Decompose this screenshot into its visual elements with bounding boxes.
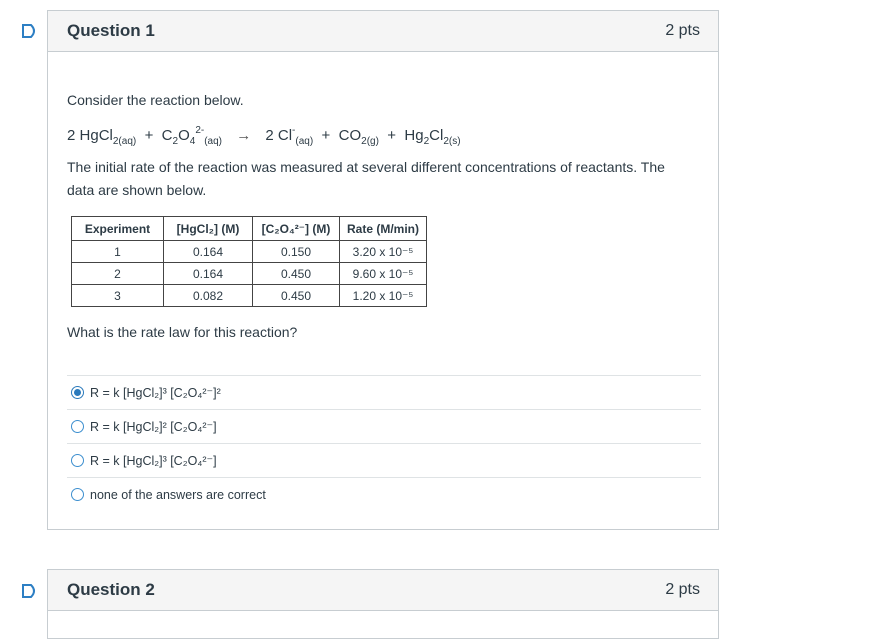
table-header: Rate (M/min) [340,217,427,241]
table-row [72,285,427,307]
answer-label: R = k [HgCl₂]³ [C₂O₄²⁻] [90,454,217,468]
question-title: Question 2 [67,580,155,599]
question-points: 2 pts [665,581,700,598]
rate-data-table [71,216,427,307]
answer-list [67,375,701,511]
table-cell: 9.60 x 10⁻⁵ [340,263,427,285]
table-cell: 0.450 [253,263,340,285]
table-cell: 0.164 [164,263,253,285]
table-header-row [72,217,427,241]
answer-option[interactable] [67,443,701,477]
answer-option[interactable] [67,375,701,409]
table-row [72,263,427,285]
question-title: Question 1 [67,21,155,40]
table-cell: 0.082 [164,285,253,307]
flag-icon[interactable] [21,583,39,599]
radio-selected-icon[interactable] [71,386,84,399]
question-header [48,570,718,611]
question-points: 2 pts [665,22,700,39]
radio-icon[interactable] [71,420,84,433]
question-prompt: What is the rate law for this reaction? [67,324,298,340]
question-header [48,11,718,52]
table-cell: 1.20 x 10⁻⁵ [340,285,427,307]
answer-option[interactable] [67,477,701,511]
radio-icon[interactable] [71,454,84,467]
table-header: Experiment [72,217,164,241]
flag-icon[interactable] [21,23,39,39]
answer-label: R = k [HgCl₂]² [C₂O₄²⁻] [90,420,217,434]
table-cell: 2 [72,263,164,285]
reaction-equation: 2 HgCl$_{2(aq)}$ + $C_2O_4^{2-}_{(aq)} \to 2$ $Cl^-_{(aq)} + CO_{2(g)} + Hg_2Cl_{2(s)}$ [67,125,461,147]
question-intro: Consider the reaction below. [67,92,244,108]
table-header: [HgCl₂] (M) [164,217,253,241]
table-row [72,241,427,263]
question-card-1 [47,10,719,530]
answer-label: R = k [HgCl₂]³ [C₂O₄²⁻]² [90,386,221,400]
table-cell: 0.164 [164,241,253,263]
table-cell: 3 [72,285,164,307]
table-cell: 1 [72,241,164,263]
answer-option[interactable] [67,409,701,443]
table-header: [C₂O₄²⁻] (M) [253,217,340,241]
question-card-2 [47,569,719,639]
question-description: The initial rate of the reaction was measured at several different concentrations of reactants. The data are shown below. [67,159,665,198]
table-cell: 3.20 x 10⁻⁵ [340,241,427,263]
reaction-arrow-icon: → [236,127,252,144]
radio-icon[interactable] [71,488,84,501]
table-cell: 0.150 [253,241,340,263]
table-cell: 0.450 [253,285,340,307]
answer-label: none of the answers are correct [90,487,266,502]
